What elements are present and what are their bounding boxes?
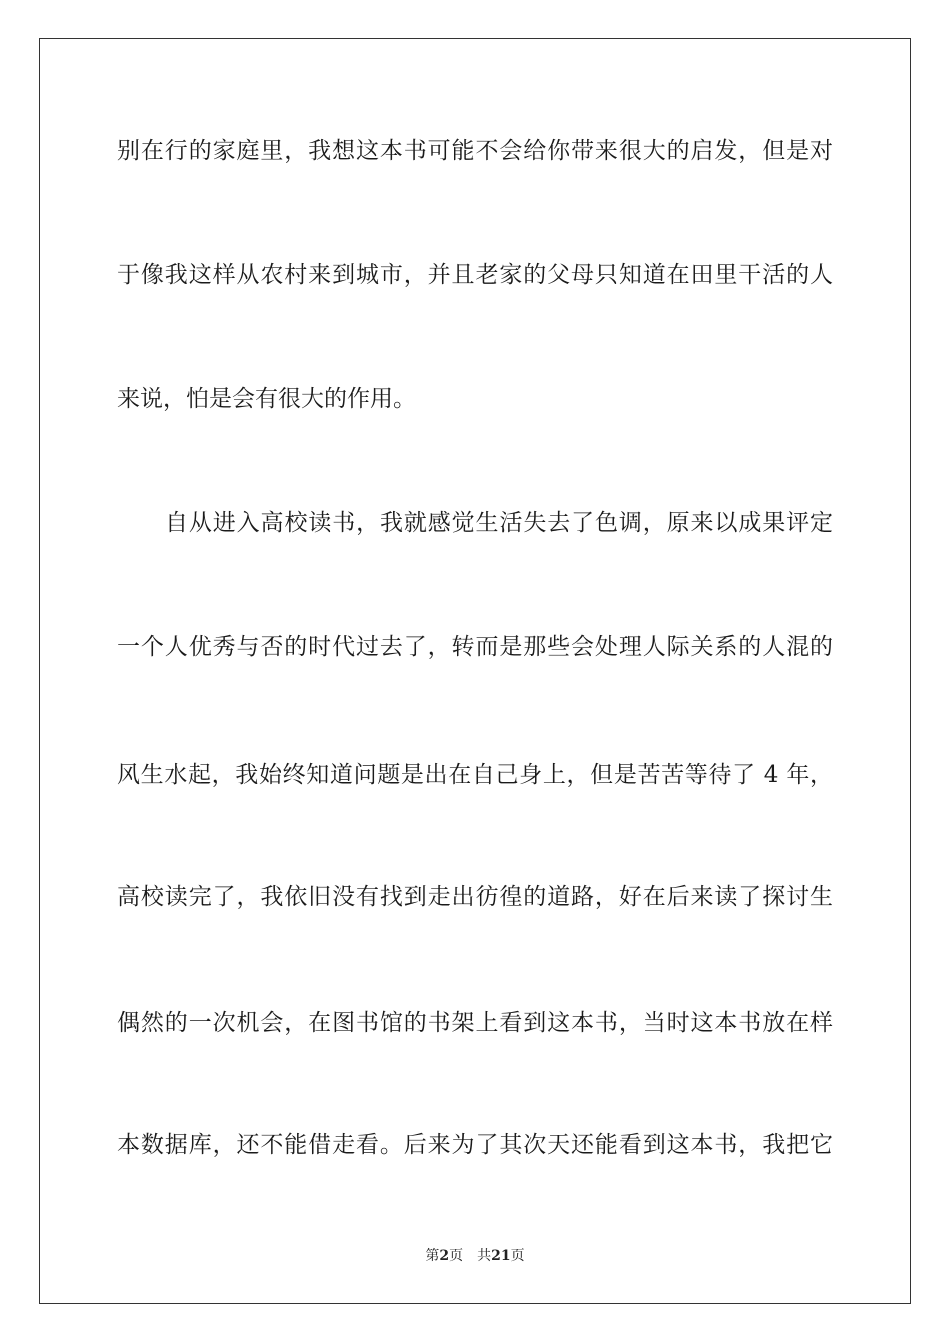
body-line-5: 一个人优秀与否的时代过去了，转而是那些会处理人际关系的人混的 bbox=[117, 634, 833, 660]
footer-total-prefix: 共 bbox=[477, 1248, 492, 1264]
body-line-4: 自从进入高校读书，我就感觉生活失去了色调，原来以成果评定 bbox=[165, 510, 833, 536]
body-line-1: 别在行的家庭里，我想这本书可能不会给你带来很大的启发，但是对 bbox=[117, 138, 833, 164]
footer-page-suffix: 页 bbox=[449, 1248, 464, 1264]
footer-total-suffix: 页 bbox=[510, 1248, 525, 1264]
body-line-7: 高校读完了，我依旧没有找到走出彷徨的道路，好在后来读了探讨生 bbox=[117, 884, 833, 910]
body-line-8: 偶然的一次机会，在图书馆的书架上看到这本书，当时这本书放在样 bbox=[117, 1010, 833, 1036]
body-line-2: 于像我这样从农村来到城市，并且老家的父母只知道在田里干活的人 bbox=[117, 262, 833, 288]
footer-page-number: 2 bbox=[439, 1248, 450, 1264]
footer-page-prefix: 第 bbox=[425, 1248, 440, 1264]
footer-total-pages: 21 bbox=[491, 1248, 511, 1264]
body-line-9: 本数据库，还不能借走看。后来为了其次天还能看到这本书，我把它 bbox=[117, 1132, 833, 1158]
body-line-3: 来说，怕是会有很大的作用。 bbox=[117, 386, 416, 412]
page-footer bbox=[0, 1246, 950, 1266]
body-line-6: 风生水起，我始终知道问题是出在自己身上，但是苦苦等待了 4 年， bbox=[117, 762, 833, 788]
page-border bbox=[39, 38, 911, 1304]
